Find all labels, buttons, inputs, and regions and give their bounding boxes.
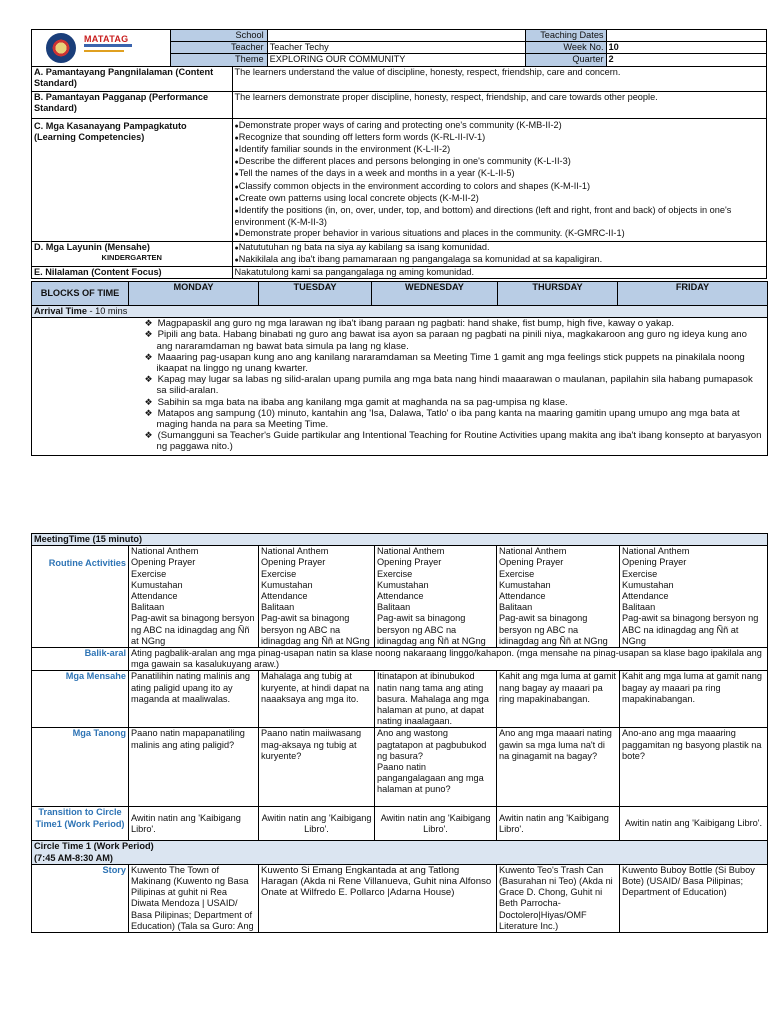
routine-monday: National Anthem Opening Prayer Exercise Kumustahan Attendance Balitaan Pag-awit sa binagong bersyon ng ABC na idinagdag ang Ññ at NGng bbox=[129, 546, 259, 648]
teaching-dates-value bbox=[606, 30, 766, 42]
competencies-list bbox=[232, 118, 766, 241]
day-header-tuesday: TUESDAY bbox=[259, 282, 372, 306]
transition-friday: Awitin natin ang 'Kaibigang Libro'. bbox=[620, 807, 768, 841]
blocks-table bbox=[31, 281, 768, 456]
objective-item: ● Natututuhan ng bata na siya ay kabilang sa isang komunidad. bbox=[235, 242, 764, 254]
routine-friday: National Anthem Opening Prayer Exercise Kumustahan Attendance Balitaan Pag-awit sa binagong bersyon ng ABC na idinagdag ang Ññ at NGng bbox=[620, 546, 768, 648]
objectives-label: D. Mga Layunin (Mensahe) KINDERGARTEN bbox=[32, 241, 233, 266]
performance-standard-text: The learners demonstrate proper discipline, honesty, respect, friendship, and care towards other people. bbox=[232, 91, 766, 118]
arrival-item: ❖ (Sumangguni sa Teacher's Guide partikular ang Intentional Teaching for Routine Activities upang makita ang iba't ibang konsepto at baryasyon ng paggawa nito.) bbox=[145, 430, 766, 452]
content-standard-label: A. Pamantayang Pangnilalaman (Content Standard) bbox=[32, 66, 233, 91]
tanong-wednesday: Ano ang wastong pagtatapon at pagbubukod ng basura? Paano natin pangangalagaan ang mga halaman at puno? bbox=[375, 728, 497, 807]
story-label: Story bbox=[32, 864, 129, 932]
competency-item: ● Identify familiar sounds in the environment (K-L-II-2) bbox=[235, 144, 764, 156]
arrival-time-label: Arrival Time bbox=[34, 306, 87, 316]
routine-thursday: National Anthem Opening Prayer Exercise Kumustahan Attendance Balitaan Pag-awit sa binagong bersyon ng ABC na idinagdag ang Ññ at NGng bbox=[497, 546, 620, 648]
arrival-activities bbox=[129, 318, 768, 455]
transition-tuesday: Awitin natin ang 'Kaibigang Libro'. bbox=[259, 807, 375, 841]
competency-item: ● Describe the different places and persons belonging in one's community (K-L-II-3) bbox=[235, 156, 764, 168]
tanong-thursday: Ano ang mga maaari nating gawin sa mga luma na't di na ginagamit na bagay? bbox=[497, 728, 620, 807]
week-value: 10 bbox=[606, 42, 766, 54]
story-thursday: Kuwento Teo's Trash Can (Basurahan ni Teo) (Akda ni Grace D. Chong, Guhit ni Beth Parrocha-Doctolero|Hiyas/OMF Literature Inc.) bbox=[497, 864, 620, 932]
arrival-item: ❖ Kapag may lugar sa labas ng silid-aralan upang pumila ang mga bata nang hindi maaarawan o maulanan, papilahin sila habang pumapasok sa silid-aralan. bbox=[145, 374, 766, 396]
teaching-dates-label: Teaching Dates bbox=[526, 30, 606, 42]
mensahe-thursday: Kahit ang mga luma at gamit nang bagay ay maaari pa ring mapakinabangan. bbox=[497, 671, 620, 728]
competency-item: ● Create own patterns using local concrete objects (K-M-II-2) bbox=[235, 193, 764, 205]
objectives-list bbox=[232, 241, 766, 266]
meeting-time-title: MeetingTime (15 minuto) bbox=[32, 534, 768, 546]
competencies-label: C. Mga Kasanayang Pampagkatuto (Learning Competencies) bbox=[32, 118, 233, 241]
arrival-item: ❖ Sabihin sa mga bata na ibaba ang kanilang mga gamit at maghanda na sa pag-umpisa ng klase. bbox=[145, 397, 766, 408]
tanong-monday: Paano natin mapapanatiling malinis ang ating paligid? bbox=[129, 728, 259, 807]
competency-item: ● Recognize that sounding off letters form words (K-RL-II-IV-1) bbox=[235, 132, 764, 144]
performance-standard-label: B. Pamantayan Pagganap (Performance Standard) bbox=[32, 91, 233, 118]
transition-monday: Awitin natin ang 'Kaibigang Libro'. bbox=[129, 807, 259, 841]
arrival-item: ❖ Maaaring pag-usapan kung ano ang kanilang nararamdaman sa Meeting Time 1 gamit ang mga feelings stick puppets na pinakilala noong ikaapat na linggo ng unang kwarter. bbox=[145, 352, 766, 374]
arrival-item: ❖ Magpapaskil ang guro ng mga larawan ng iba't ibang paraan ng pagbati: hand shake, fist bump, high five, kaway o yakap. bbox=[145, 318, 766, 329]
routine-tuesday: National Anthem Opening Prayer Exercise Kumustahan Attendance Balitaan Pag-awit sa binagong bersyon ng ABC na idinagdag ang Ññ at NGng bbox=[259, 546, 375, 648]
balik-aral-label: Balik-aral bbox=[32, 648, 129, 671]
story-monday: Kuwento The Town of Makinang (Kuwento ng Basa Pilipinas at guhit ni Rea Diwata Mendoza | USAID/ Basa Pilipinas; Department of Education) (Tala sa Guro: Ang bbox=[129, 864, 259, 932]
competency-item: ● Demonstrate proper behavior in various situations and places in the community. (K-GMRC-II-1) bbox=[235, 228, 764, 240]
arrival-item: ❖ Pipili ang bata. Habang binabati ng guro ang bawat isa ayon sa paraan ng pagbati na pinili niya, magkakaroon ang guro ng ideya kung ano ang nararamdaman ng bawat bata simula pa lang ng klase. bbox=[145, 329, 766, 351]
week-label: Week No. bbox=[526, 42, 606, 54]
theme-label: Theme bbox=[171, 54, 267, 66]
competency-item: ● Tell the names of the days in a week and months in a year (K-L-II-5) bbox=[235, 168, 764, 180]
theme-value: EXPLORING OUR COMMUNITY bbox=[267, 54, 526, 66]
content-focus-label: E. Nilalaman (Content Focus) bbox=[32, 267, 233, 279]
circle-time-time: (7:45 AM-8:30 AM) bbox=[34, 852, 113, 863]
content-focus-text: Nakatutulong kami sa pangangalaga ng aming komunidad. bbox=[232, 267, 766, 279]
blocks-of-time-header: BLOCKS OF TIME bbox=[32, 282, 129, 306]
quarter-label: Quarter bbox=[526, 54, 606, 66]
competency-item: ● Identify the positions (in, on, over, under, top, and bottom) and directions (left and right, front and back) of objects in one's environment (K-M-II-3) bbox=[235, 205, 764, 228]
matatag-logo: MATATAG bbox=[84, 34, 129, 44]
tanong-tuesday: Paano natin maiiwasang mag-aksaya ng tubig at kuryente? bbox=[259, 728, 375, 807]
transition-thursday: Awitin natin ang 'Kaibigang Libro'. bbox=[497, 807, 620, 841]
balik-aral-text: Ating pagbalik-aralan ang mga pinag-usapan natin sa klase noong nakaraang linggo/kahapon. (mga mensahe na pinag-usapan sa klase bago ipakilala ang mga gawain sa kasalukuyang araw.) bbox=[129, 648, 768, 671]
kindergarten-label: KINDERGARTEN bbox=[101, 252, 162, 262]
objective-item: ● Nakikilala ang iba't ibang pamamaraan ng pangangalaga sa komunidad at sa kapaligiran. bbox=[235, 254, 764, 266]
meeting-table bbox=[31, 533, 768, 933]
mensahe-friday: Kahit ang mga luma at gamit nang bagay ay maaari pa ring mapakinabangan. bbox=[620, 671, 768, 728]
story-friday: Kuwento Buboy Bottle (Si Buboy Bote) (USAID/ Basa Pilipinas; Department of Education) bbox=[620, 864, 768, 932]
header-table bbox=[31, 29, 767, 279]
mga-tanong-label: Mga Tanong bbox=[32, 728, 129, 807]
school-label: School bbox=[171, 30, 267, 42]
arrival-time-duration: - 10 mins bbox=[86, 306, 128, 316]
mensahe-tuesday: Mahalaga ang tubig at kuryente, at hindi dapat na naaaksaya ang mga ito. bbox=[259, 671, 375, 728]
tanong-friday: Ano-ano ang mga maaaring paggamitan ng basyong plastik na bote? bbox=[620, 728, 768, 807]
circle-time-header bbox=[32, 841, 768, 864]
routine-wednesday: National Anthem Opening Prayer Exercise Kumustahan Attendance Balitaan Pag-awit sa binagong bersyon ng ABC na idinagdag ang Ññ at NGng bbox=[375, 546, 497, 648]
school-value bbox=[267, 30, 526, 42]
routine-activities-label: Routine Activities bbox=[32, 546, 129, 648]
transition-wednesday: Awitin natin ang 'Kaibigang Libro'. bbox=[375, 807, 497, 841]
logo bbox=[32, 30, 171, 67]
story-tuesday-wednesday: Kuwento Si Emang Engkantada at ang Tatlong Haragan (Akda ni Rene Villanueva, Guhit nina Alfonso Onate at Wilfredo E. Pollarco |Adarna House) bbox=[259, 864, 497, 932]
day-header-monday: MONDAY bbox=[129, 282, 259, 306]
transition-label: Transition to Circle Time1 (Work Period) bbox=[32, 807, 129, 841]
deped-seal-icon bbox=[46, 33, 76, 63]
mensahe-wednesday: Itinatapon at ibinubukod natin nang tama ang ating basura. Mahalaga ang mga halaman at puno, at dapat nating inaalagaan. bbox=[375, 671, 497, 728]
day-header-thursday: THURSDAY bbox=[498, 282, 618, 306]
content-standard-text: The learners understand the value of discipline, honesty, respect, friendship, care and concern. bbox=[232, 66, 766, 91]
competency-item: ● Demonstrate proper ways of caring and protecting one's community (K-MB-II-2) bbox=[235, 120, 764, 132]
teacher-value: Teacher Techy bbox=[267, 42, 526, 54]
competency-item: ● Classify common objects in the environment according to colors and shapes (K-M-II-1) bbox=[235, 181, 764, 193]
circle-time-title: Circle Time 1 (Work Period) bbox=[34, 841, 154, 852]
day-header-wednesday: WEDNESDAY bbox=[372, 282, 498, 306]
mga-mensahe-label: Mga Mensahe bbox=[32, 671, 129, 728]
quarter-value: 2 bbox=[606, 54, 766, 66]
arrival-item: ❖ Matapos ang sampung (10) minuto, kantahin ang 'Isa, Dalawa, Tatlo' o iba pang kanta na maaring gamitin upang umupo ang mga bata at maging handa na para sa Meeting Time. bbox=[145, 408, 766, 430]
mensahe-monday: Panatilihin nating malinis ang ating paligid upang ito ay maganda at maaliwalas. bbox=[129, 671, 259, 728]
arrival-time-row bbox=[32, 306, 768, 318]
day-header-friday: FRIDAY bbox=[618, 282, 768, 306]
teacher-label: Teacher bbox=[171, 42, 267, 54]
